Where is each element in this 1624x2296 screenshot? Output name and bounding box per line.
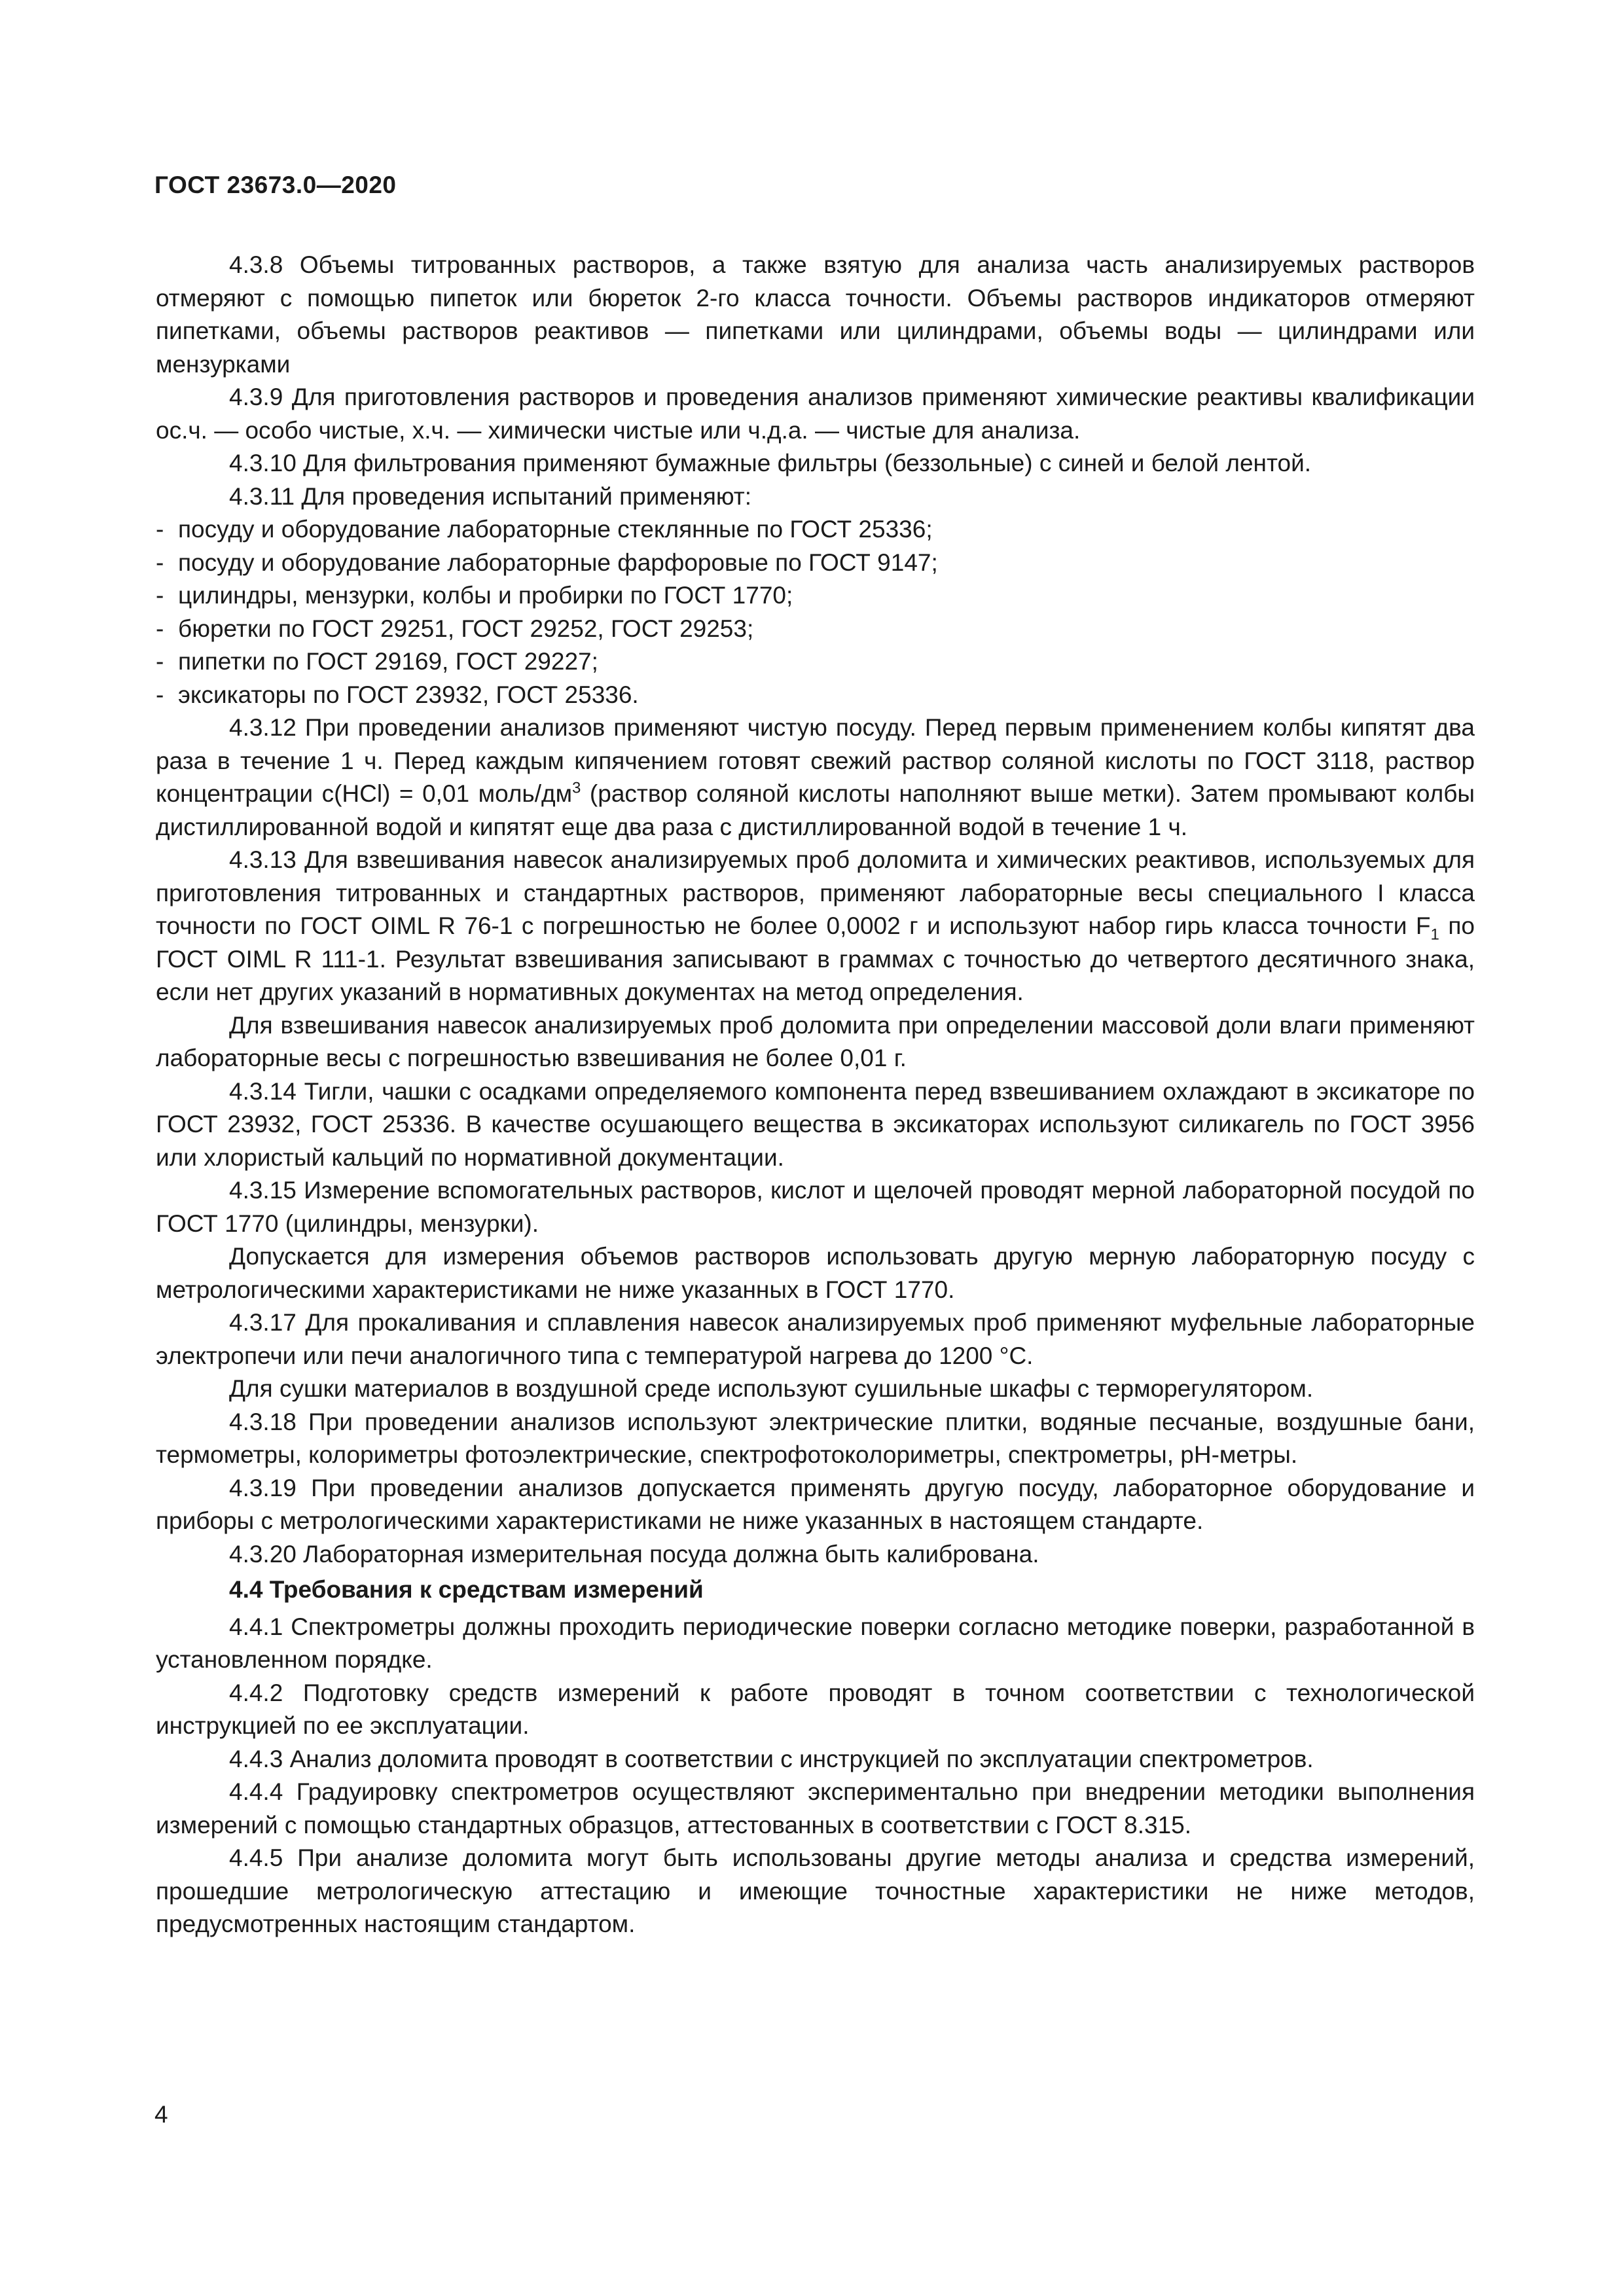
- list-item-text: цилиндры, мензурки, колбы и пробирки по ГОСТ 1770;: [178, 582, 793, 609]
- paragraph-4-3-15-note: Допускается для измерения объемов растворов использовать другую мерную лабораторную посуду с метрологическими характеристиками не ниже указанных в ГОСТ 1770.: [156, 1243, 1475, 1303]
- list-item-text: бюретки по ГОСТ 29251, ГОСТ 29252, ГОСТ 29253;: [178, 615, 754, 642]
- list-item-text: эксикаторы по ГОСТ 23932, ГОСТ 25336.: [178, 681, 639, 708]
- paragraph-4-3-13-note: Для взвешивания навесок анализируемых проб доломита при определении массовой доли влаги применяют лабораторные весы с погрешностью взвешивания не более 0,01 г.: [156, 1011, 1475, 1071]
- list-item-text: пипетки по ГОСТ 29169, ГОСТ 29227;: [178, 648, 598, 675]
- paragraph-4-3-11: 4.3.11 Для проведения испытаний применяют:: [229, 482, 752, 510]
- document-body: [156, 249, 1475, 1941]
- paragraph-4-3-17-note: Для сушки материалов в воздушной среде используют сушильные шкафы с терморегулятором.: [229, 1375, 1314, 1402]
- paragraph-4-3-8: 4.3.8 Объемы титрованных растворов, а также взятую для анализа часть анализируемых растворов отмеряют с помощью пипеток или бюреток 2-го класса точности. Объемы растворов индикаторов отмеряют пипетками, объемы растворов реактивов — пипетками или цилиндрами, объемы воды — цилиндрами или мензурками: [156, 251, 1475, 378]
- list-item: [156, 613, 1475, 646]
- paragraph-4-3-13: [156, 844, 1475, 1009]
- paragraph-4-3-19: 4.3.19 При проведении анализов допускается применять другую посуду, лабораторное оборудование и приборы с метрологическими характеристиками не ниже указанных в настоящем стандарте.: [156, 1474, 1475, 1534]
- subscript: 1: [1430, 925, 1439, 944]
- list-item: [156, 513, 1475, 547]
- paragraph-text: 4.3.13 Для взвешивания навесок анализируемых проб доломита и химических реактивов, используемых для приготовления титрованных и стандартных растворов, применяют лабораторные весы специального I класса точности по ГОСТ OIML R 76-1 с погрешностью не более 0,0002 г и используют набор гирь класса точности F: [156, 846, 1475, 939]
- paragraph-4-4-1: 4.4.1 Спектрометры должны проходить периодические поверки согласно методике поверки, разработанной в установленном порядке.: [156, 1613, 1475, 1673]
- list-dash: -: [156, 615, 164, 642]
- paragraph-4-3-12: [156, 711, 1475, 844]
- paragraph-4-3-10: 4.3.10 Для фильтрования применяют бумажные фильтры (беззольные) с синей и белой лентой.: [229, 450, 1312, 476]
- section-heading-4-4: 4.4 Требования к средствам измерений: [229, 1576, 704, 1603]
- list-dash: -: [156, 548, 164, 576]
- list-dash: -: [156, 648, 164, 675]
- list-item: [156, 679, 1475, 712]
- document-header: ГОСТ 23673.0—2020: [154, 171, 397, 198]
- paragraph-4-4-2: 4.4.2 Подготовку средств измерений к работе проводят в точном соответствии с технологической инструкцией по ее эксплуатации.: [156, 1679, 1475, 1739]
- paragraph-4-3-17: 4.3.17 Для прокаливания и сплавления навесок анализируемых проб применяют муфельные лабораторные электропечи или печи аналогичного типа с температурой нагрева до 1200 °С.: [156, 1309, 1475, 1369]
- superscript: 3: [572, 779, 581, 797]
- list-item: [156, 645, 1475, 679]
- list-item: [156, 547, 1475, 580]
- paragraph-4-3-15: 4.3.15 Измерение вспомогательных растворов, кислот и щелочей проводят мерной лабораторной посудой по ГОСТ 1770 (цилиндры, мензурки).: [156, 1177, 1475, 1237]
- paragraph-4-4-3: 4.4.3 Анализ доломита проводят в соответствии с инструкцией по эксплуатации спектрометров.: [229, 1745, 1314, 1772]
- paragraph-4-3-20: 4.3.20 Лабораторная измерительная посуда должна быть калибрована.: [229, 1540, 1039, 1568]
- paragraph-text: 4.3.12 При проведении анализов применяют чистую посуду. Перед первым применением колбы кипятят два раза в течение 1 ч. Перед каждым кипячением готовят свежий раствор соляной кислоты по ГОСТ 3118, раствор концентрации с(HCl) = 0,01 моль/дм: [156, 714, 1475, 807]
- list-item: [156, 579, 1475, 613]
- list-item-text: посуду и оборудование лабораторные стеклянные по ГОСТ 25336;: [178, 516, 933, 543]
- list-item-text: посуду и оборудование лабораторные фарфоровые по ГОСТ 9147;: [178, 548, 938, 576]
- page-number: 4: [154, 2101, 168, 2128]
- paragraph-4-3-18: 4.3.18 При проведении анализов используют электрические плитки, водяные песчаные, воздушные бани, термометры, колориметры фотоэлектрические, спектрофотоколориметры, спектрометры, pH-метры.: [156, 1408, 1475, 1468]
- paragraph-text: (раствор соляной кислоты наполняют выше метки). Затем промывают колбы дистиллированной водой и кипятят еще два раза с дистиллированной водой в течение 1 ч.: [156, 780, 1475, 840]
- paragraph-4-3-14: 4.3.14 Тигли, чашки с осадками определяемого компонента перед взвешиванием охлаждают в эксикаторе по ГОСТ 23932, ГОСТ 25336. В качестве осушающего вещества в эксикаторах используют силикагель по ГОСТ 3956 или хлористый кальций по нормативной документации.: [156, 1077, 1475, 1171]
- list-dash: -: [156, 681, 164, 708]
- paragraph-4-4-5: 4.4.5 При анализе доломита могут быть использованы другие методы анализа и средства измерений, прошедшие метрологическую аттестацию и имеющие точностные характеристики не ниже методов, предусмотренных настоящим стандартом.: [156, 1844, 1475, 1937]
- paragraph-4-4-4: 4.4.4 Градуировку спектрометров осуществляют экспериментально при внедрении методики выполнения измерений с помощью стандартных образцов, аттестованных в соответствии с ГОСТ 8.315.: [156, 1778, 1475, 1839]
- list-dash: -: [156, 582, 164, 609]
- list-dash: -: [156, 516, 164, 543]
- paragraph-4-3-9: 4.3.9 Для приготовления растворов и проведения анализов применяют химические реактивы квалификации ос.ч. — особо чистые, х.ч. — химически чистые или ч.д.а. — чистые для анализа.: [156, 384, 1475, 444]
- paragraph-text: по ГОСТ OIML R 111-1. Результат взвешивания записывают в граммах с точностью до четвертого десятичного знака, если нет других указаний в нормативных документах на метод определения.: [156, 912, 1475, 1005]
